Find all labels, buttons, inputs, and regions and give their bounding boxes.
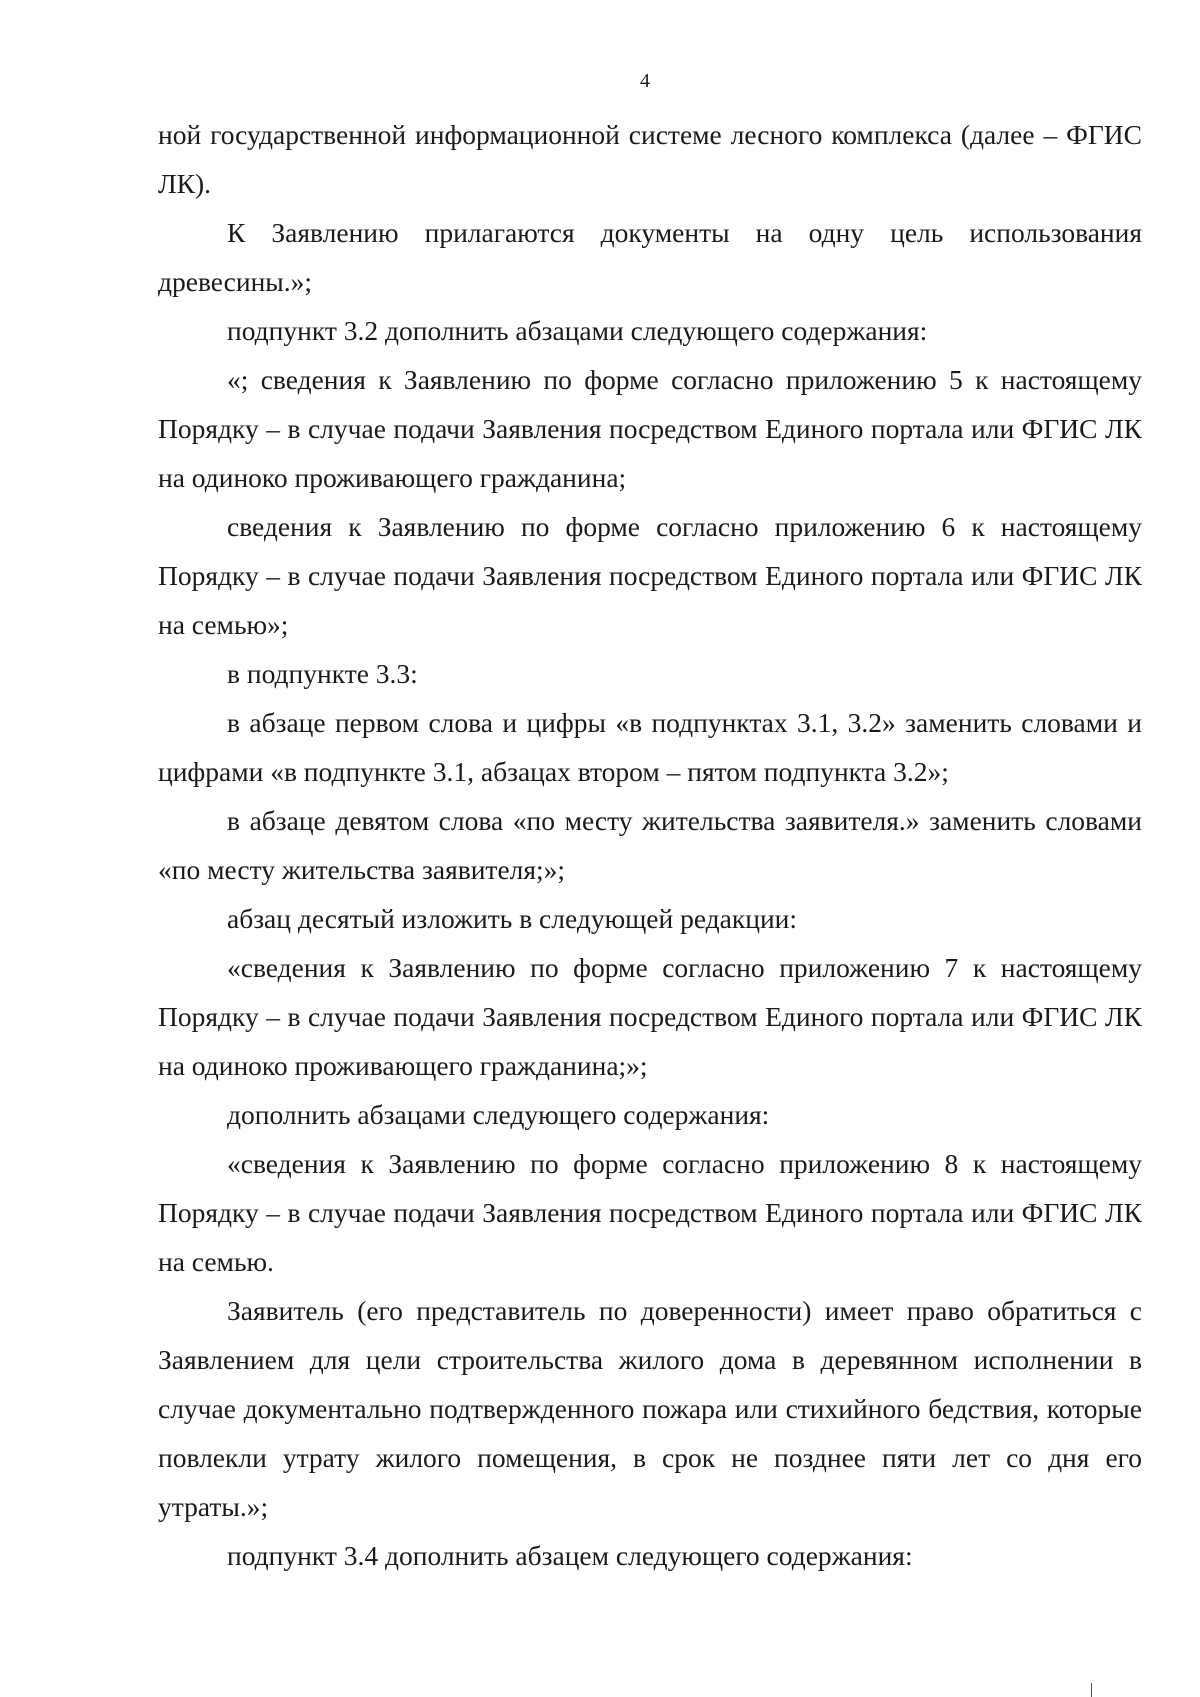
paragraph: ной государственной информационной системе лесного комплекса (далее – ФГИС ЛК). — [158, 119, 1142, 199]
paragraph: в абзаце девятом слова «по месту жительства заявителя.» заменить словами «по месту жительства заявителя;»; — [158, 805, 1142, 885]
paragraph: сведения к Заявлению по форме согласно приложению 6 к настоящему Порядку – в случае подачи Заявления посредством Единого портала или ФГИС ЛК на семью»; — [158, 511, 1142, 640]
paragraph: К Заявлению прилагаются документы на одну цель использования древесины.»; — [158, 217, 1142, 297]
paragraph: абзац десятый изложить в следующей редакции: — [227, 903, 798, 934]
page-number: 4 — [640, 70, 650, 92]
paragraph: Заявитель (его представитель по доверенности) имеет право обратиться с Заявлением для цели строительства жилого дома в деревянном исполнении в случае документально подтвержденного пожара или стихийного бедствия, которые повлекли утрату жилого помещения, в срок не позднее пяти лет со дня его утраты.»; — [158, 1295, 1142, 1522]
paragraph: «; сведения к Заявлению по форме согласно приложению 5 к настоящему Порядку – в случае подачи Заявления посредством Единого портала или ФГИС ЛК на одиноко проживающего гражданина; — [158, 364, 1142, 493]
scan-edge-mark — [1091, 1683, 1092, 1697]
paragraph: дополнить абзацами следующего содержания: — [227, 1099, 770, 1130]
document-body — [158, 110, 1142, 1580]
paragraph: в абзаце первом слова и цифры «в подпунктах 3.1, 3.2» заменить словами и цифрами «в подпункте 3.1, абзацах втором – пятом подпункта 3.2»; — [158, 707, 1142, 787]
paragraph: в подпункте 3.3: — [227, 658, 418, 689]
paragraph: «сведения к Заявлению по форме согласно приложению 8 к настоящему Порядку – в случае подачи Заявления посредством Единого портала или ФГИС ЛК на семью. — [158, 1148, 1142, 1277]
paragraph: подпункт 3.2 дополнить абзацами следующего содержания: — [227, 315, 928, 346]
paragraph: «сведения к Заявлению по форме согласно приложению 7 к настоящему Порядку – в случае подачи Заявления посредством Единого портала или ФГИС ЛК на одиноко проживающего гражданина;»; — [158, 952, 1142, 1081]
paragraph: подпункт 3.4 дополнить абзацем следующего содержания: — [227, 1540, 913, 1571]
